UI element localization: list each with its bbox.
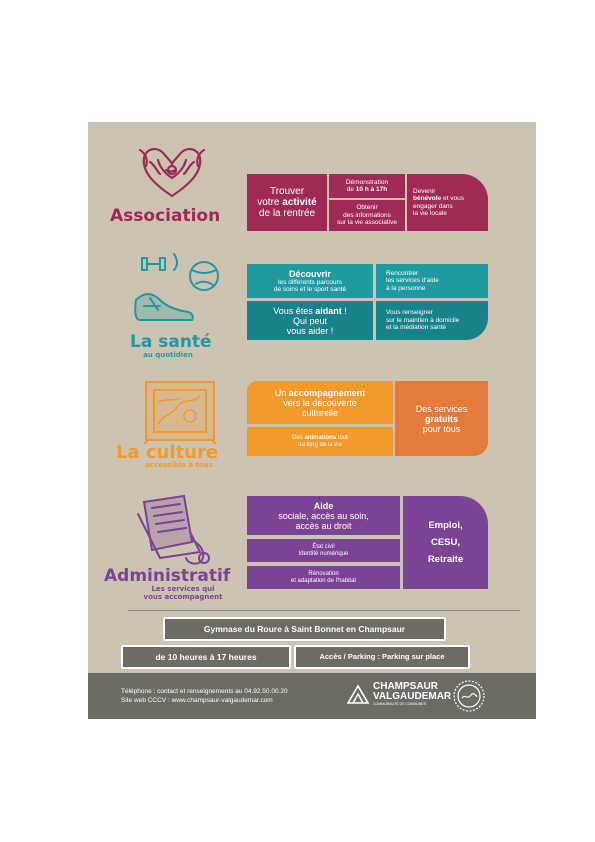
admin-subtitle-line1: Les services qui: [151, 585, 215, 593]
text: Trouver: [269, 186, 305, 197]
text: activité: [282, 197, 317, 208]
emblem-seal-icon: [450, 677, 488, 715]
text: de la rentrée: [258, 208, 316, 219]
documents-icon: [130, 492, 216, 568]
text: Obtenir: [356, 204, 378, 212]
sante-box-aidant: [247, 301, 373, 340]
text: vers la découverte: [283, 397, 357, 408]
sante-subtitle: au quotidien: [143, 351, 193, 359]
text: et la médiation santé: [386, 324, 446, 332]
text: les services d'aide: [386, 277, 439, 285]
footer-contact: [121, 687, 288, 705]
divider-top: [128, 610, 520, 611]
association-box-informations: [329, 200, 405, 231]
text: Identité numérique: [298, 550, 349, 557]
text: Démonstration: [345, 178, 389, 186]
location-pill: Gymnase du Roure à Saint Bonnet en Champsaur: [163, 617, 446, 641]
hearts-hands-icon: [136, 140, 208, 200]
text: et adaptation de l'habitat: [290, 577, 357, 584]
text: culturelle: [301, 407, 339, 418]
association-box-demonstration: [329, 174, 405, 198]
sante-box-rencontrer: [376, 264, 488, 298]
footer-phone: Téléphone : contact et renseignements au 04.92.50.00.20: [121, 688, 288, 695]
text: engager dans: [413, 202, 453, 210]
poster: [88, 122, 536, 719]
text: Rencontrer: [386, 269, 419, 277]
text: et vous: [441, 195, 464, 202]
footer-web[interactable]: Site web CCCV : www.champsaur-valgaudemar.com: [121, 697, 273, 704]
culture-subtitle: accessible à tous: [145, 461, 213, 469]
text: Vous êtes: [273, 305, 316, 316]
text: Un: [274, 387, 289, 398]
culture-box-accompagnement: [247, 381, 393, 424]
text: CESU,: [430, 537, 461, 548]
text: la vie locale: [413, 210, 447, 217]
text: accompagnement: [288, 387, 366, 398]
text: sociale, accès au soin,: [278, 510, 369, 521]
text: Des services: [415, 403, 468, 414]
text: sur le maintien à domicile: [386, 316, 460, 324]
culture-box-gratuits: [395, 381, 488, 456]
text: Devenir: [413, 187, 436, 195]
association-box-activite: [247, 174, 327, 231]
text: votre: [257, 197, 283, 208]
text: Retraite: [427, 554, 464, 565]
text: Découvrir: [288, 268, 332, 279]
picture-frame-icon: [142, 376, 218, 446]
admin-box-aide: [247, 496, 400, 535]
sport-shoe-icon: [130, 250, 222, 332]
footer: [88, 673, 536, 719]
text: tout: [336, 434, 348, 441]
text: Emploi,: [428, 520, 463, 531]
admin-box-emploi: [403, 496, 488, 589]
text: aidant: [315, 305, 342, 316]
text: État civil: [312, 543, 335, 550]
text: Des: [292, 434, 305, 441]
text: 10 h à 17h: [355, 186, 388, 193]
admin-subtitle: [128, 585, 238, 601]
text: Rénovation: [308, 570, 339, 577]
text: bénévole: [413, 195, 442, 202]
text: !: [341, 305, 347, 316]
text: de soins et le sport santé: [273, 286, 347, 293]
mountain-logo-icon: [346, 683, 370, 705]
association-box-benevole: [407, 174, 488, 231]
text: à la personne: [386, 284, 426, 292]
sante-box-renseigner: [376, 301, 488, 340]
text: au long de la vie: [298, 441, 342, 448]
admin-title: Administratif: [104, 566, 231, 586]
admin-subtitle-line2: vous accompagnent: [143, 593, 223, 601]
text: les différents parcours: [278, 278, 342, 286]
admin-box-renovation: [247, 566, 400, 589]
logo-line2: VALGAUDEMAR: [373, 691, 452, 702]
logo-line1: CHAMPSAUR: [373, 681, 438, 692]
logo-line3: COMMUNAUTÉ DE COMMUNES: [373, 702, 427, 706]
association-title: Association: [110, 206, 221, 226]
text: de: [346, 186, 356, 193]
text: Vous renseigner: [386, 309, 433, 317]
text: animations: [304, 434, 337, 441]
text: des informations: [343, 211, 391, 219]
text: vous aider !: [286, 325, 334, 336]
text: gratuits: [424, 413, 458, 424]
culture-box-animations: [247, 427, 393, 456]
text: Qui peut: [292, 315, 328, 326]
text: pour tous: [422, 423, 461, 434]
admin-box-etat-civil: [247, 539, 400, 562]
hours-pill: de 10 heures à 17 heures: [121, 645, 291, 669]
parking-pill: Accès / Parking : Parking sur place: [294, 645, 470, 669]
text: Aide: [313, 500, 334, 511]
cccv-logo: [373, 682, 451, 707]
culture-title: La culture: [116, 442, 219, 463]
sante-title: La santé: [130, 332, 212, 352]
text: sur la vie associative: [337, 219, 397, 227]
sante-box-decouvrir: [247, 264, 373, 298]
text: accès au droit: [295, 520, 352, 531]
